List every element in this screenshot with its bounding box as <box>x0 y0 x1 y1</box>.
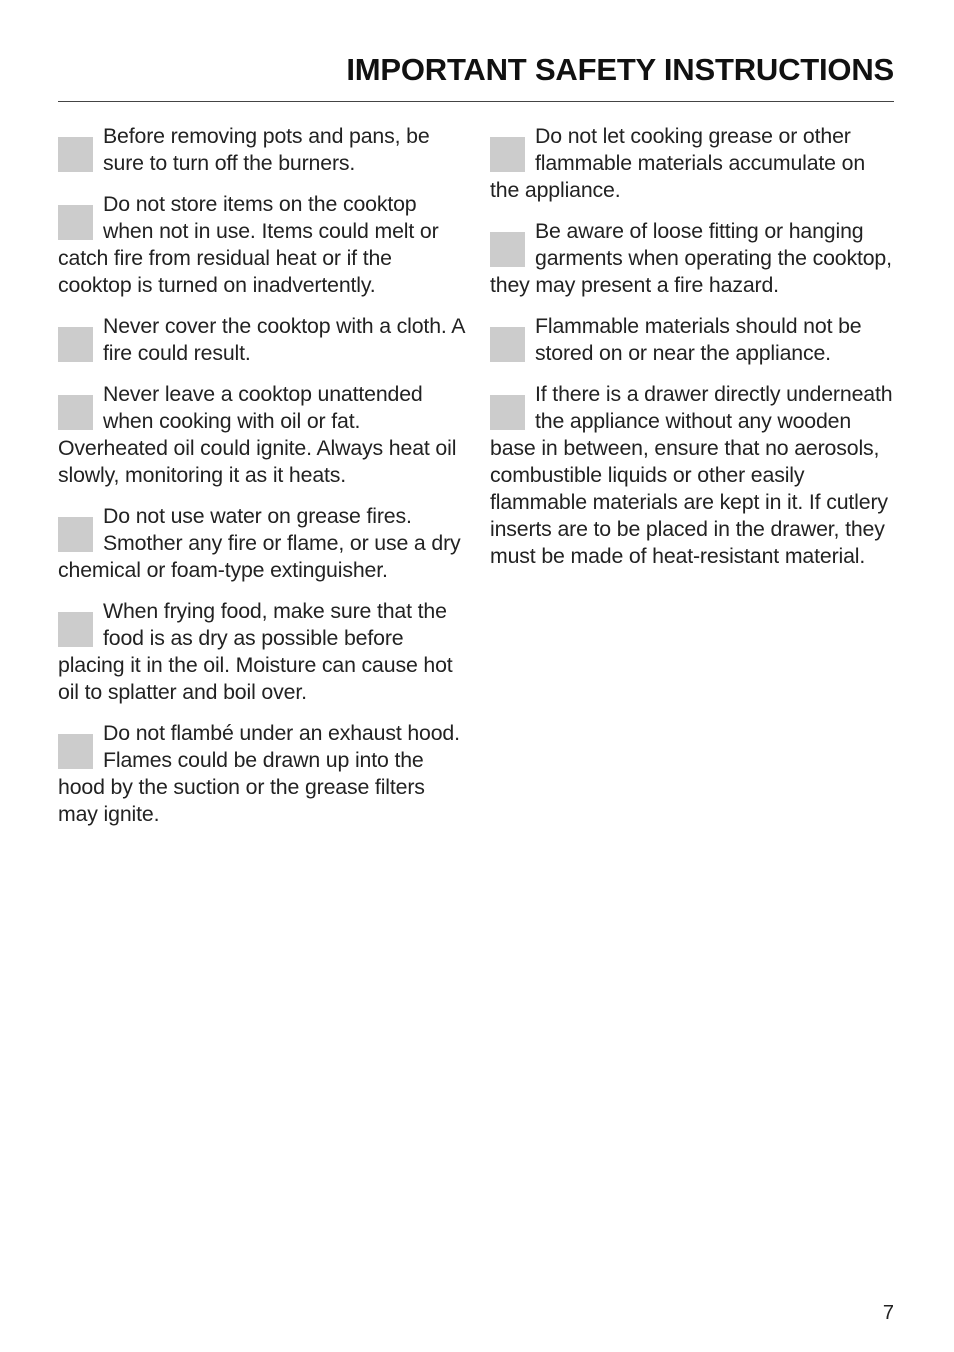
safety-item-text: If there is a drawer directly underneath the appliance without any wooden base in between, ensure that no aerosols, combustible liquids or other easily flammable materials are kept in it. If cutlery inserts are to be placed in the drawer, they must be made of heat-resistant material. <box>490 382 893 568</box>
safety-item-text: Do not flambé under an exhaust hood. Flames could be drawn up into the hood by the suction or the grease filters may ignite. <box>58 721 460 826</box>
square-bullet-icon <box>58 395 93 430</box>
safety-item <box>58 381 466 489</box>
safety-item <box>58 191 466 299</box>
safety-item-text: Never cover the cooktop with a cloth. A fire could result. <box>103 314 465 365</box>
square-bullet-icon <box>490 232 525 267</box>
safety-item <box>490 218 898 299</box>
safety-item-text: Be aware of loose fitting or hanging garments when operating the cooktop, they may present a fire hazard. <box>490 219 892 297</box>
safety-item <box>490 313 898 367</box>
safety-item <box>58 598 466 706</box>
square-bullet-icon <box>490 395 525 430</box>
safety-item-text: Never leave a cooktop unattended when cooking with oil or fat. Overheated oil could ignite. Always heat oil slowly, monitoring it as it heats. <box>58 382 457 487</box>
page-number: 7 <box>882 1302 894 1324</box>
page-header <box>58 52 894 102</box>
square-bullet-icon <box>58 612 93 647</box>
safety-item-text: Do not let cooking grease or other flammable materials accumulate on the appliance. <box>490 124 866 202</box>
square-bullet-icon <box>58 734 93 769</box>
safety-item-text: Flammable materials should not be stored on or near the appliance. <box>535 314 862 365</box>
safety-item <box>490 123 898 204</box>
square-bullet-icon <box>490 137 525 172</box>
safety-item-text: When frying food, make sure that the food is as dry as possible before placing it in the oil. Moisture can cause hot oil to splatter and boil over. <box>58 599 453 704</box>
safety-item-text: Do not use water on grease fires. Smother any fire or flame, or use a dry chemical or foam-type extinguisher. <box>58 504 461 582</box>
safety-item <box>58 503 466 584</box>
left-column <box>58 123 466 842</box>
safety-item-text: Do not store items on the cooktop when not in use. Items could melt or catch fire from residual heat or if the cooktop is turned on inadvertently. <box>58 192 439 297</box>
safety-item <box>58 123 466 177</box>
square-bullet-icon <box>58 137 93 172</box>
square-bullet-icon <box>58 327 93 362</box>
safety-item <box>58 313 466 367</box>
right-column <box>490 123 898 584</box>
square-bullet-icon <box>58 517 93 552</box>
square-bullet-icon <box>58 205 93 240</box>
page-title: IMPORTANT SAFETY INSTRUCTIONS <box>346 52 894 87</box>
square-bullet-icon <box>490 327 525 362</box>
safety-item <box>490 381 898 570</box>
safety-item <box>58 720 466 828</box>
safety-item-text: Before removing pots and pans, be sure to turn off the burners. <box>103 124 430 175</box>
